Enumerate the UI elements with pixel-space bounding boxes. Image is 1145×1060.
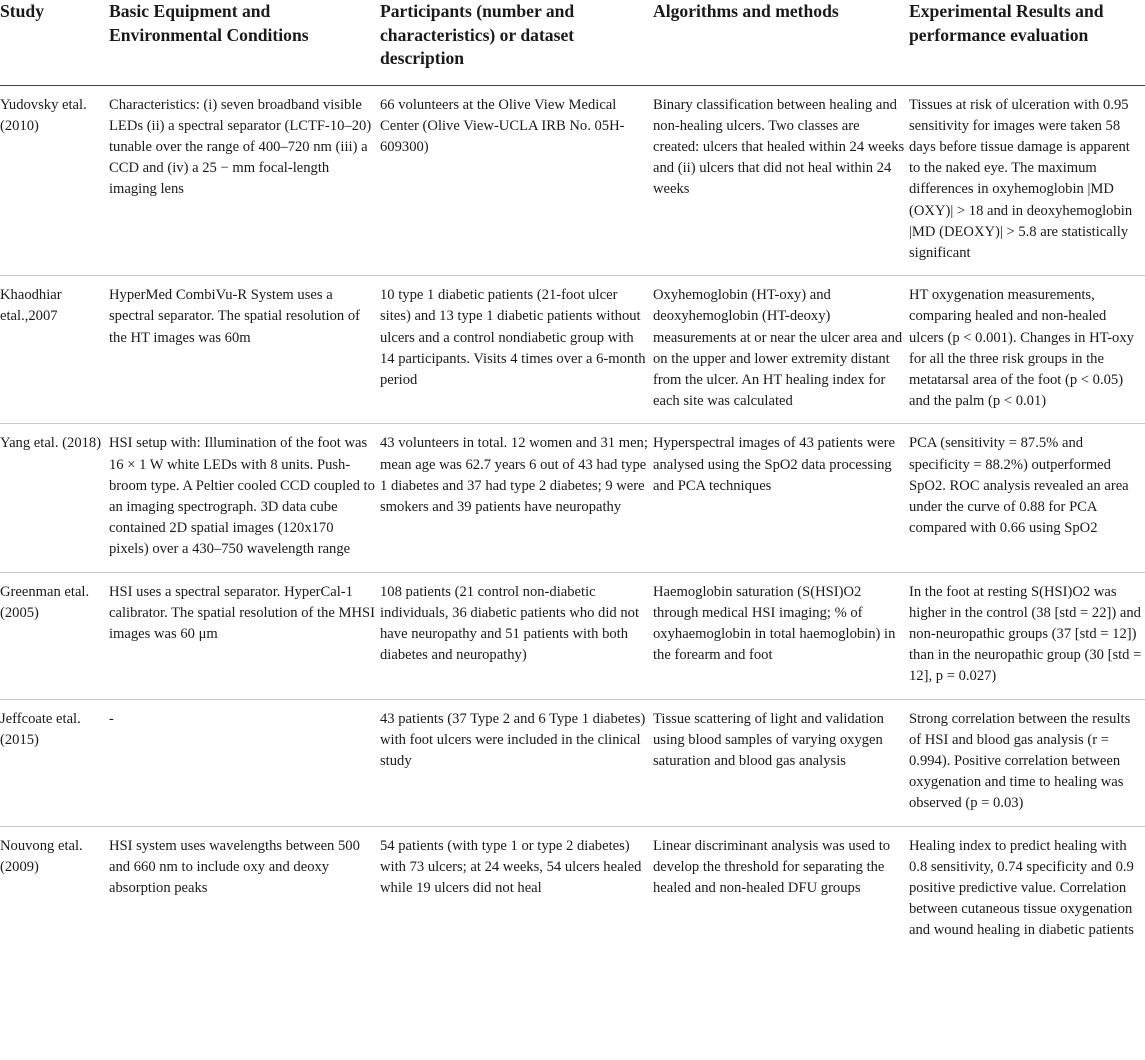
cell-equipment: HSI uses a spectral separator. HyperCal-1 calibrator. The spatial resolution of the MHSI images was 60 μm [107, 572, 378, 699]
cell-methods: Tissue scattering of light and validation using blood samples of varying oxygen saturation and blood gas analysis [651, 699, 907, 826]
cell-results: HT oxygenation measurements, comparing healed and non-healed ulcers (p < 0.001). Changes in HT-oxy for all the three risk groups in the metatarsal area of the foot (p < 0.05) and the palm (p < 0.01) [907, 276, 1145, 424]
cell-participants: 10 type 1 diabetic patients (21-foot ulcer sites) and 13 type 1 diabetic patients without ulcers and a control nondiabetic group with 14 participants. Visits 4 times over a 6-month period [378, 276, 651, 424]
cell-study: Yang etal. (2018) [0, 424, 107, 572]
cell-equipment: HyperMed CombiVu-R System uses a spectral separator. The spatial resolution of the HT images was 60m [107, 276, 378, 424]
cell-participants: 54 patients (with type 1 or type 2 diabetes) with 73 ulcers; at 24 weeks, 54 ulcers healed while 19 ulcers did not heal [380, 837, 642, 896]
cell-results: PCA (sensitivity = 87.5% and specificity = 88.2%) outperformed SpO2. ROC analysis revealed an area under the curve of 0.88 for PCA compared with 0.66 using SpO2 [907, 424, 1145, 572]
cell-participants: 66 volunteers at the Olive View Medical Center (Olive View-UCLA IRB No. 05H-609300) [378, 85, 651, 276]
cell-study: Yudovsky etal.(2010) [0, 85, 107, 276]
cell-study: Greenman etal. (2005) [0, 572, 107, 699]
cell-equipment: HSI system uses wavelengths between 500 and 660 nm to include oxy and deoxy absorption peaks [109, 837, 360, 896]
cell-equipment: Characteristics: (i) seven broadband visible LEDs (ii) a spectral separator (LCTF-10–20) tunable over the range of 400–720 nm (iii) a CCD and (iv) a 25 − mm focal-length imaging lens [107, 85, 378, 276]
table-header [0, 0, 1145, 85]
table-row [0, 572, 1145, 699]
header-methods: Algorithms and methods [651, 0, 907, 85]
header-row [0, 0, 1145, 85]
cell-methods: Oxyhemoglobin (HT-oxy) and deoxyhemoglobin (HT-deoxy) measurements at or near the ulcer area and on the upper and lower extremity distant from the ulcer. An HT healing index for each site was calculated [651, 276, 907, 424]
cell-study: Khaodhiar etal.,2007 [0, 276, 107, 424]
cell-participants: 108 patients (21 control non-diabetic individuals, 36 diabetic patients who did not have neuropathy and 51 patients with both diabetes and neuropathy) [378, 572, 651, 699]
cell-methods: Linear discriminant analysis was used to develop the threshold for separating the healed and non-healed DFU groups [653, 837, 891, 896]
cell-results: In the foot at resting S(HSI)O2 was higher in the control (38 [std = 22]) and non-neuropathic groups (37 [std = 12]) than in the neuropathic group (30 [std = 12], p = 0.027) [907, 572, 1145, 699]
header-participants: Participants (number and characteristics) or dataset description [378, 0, 651, 85]
table-row [0, 826, 1145, 953]
cell-methods: Binary classification between healing and non-healing ulcers. Two classes are created: ulcers that healed within 24 weeks and (ii) ulcers that did not heal within 24 weeks [651, 85, 907, 276]
cell-participants: 43 volunteers in total. 12 women and 31 men; mean age was 62.7 years 6 out of 43 had type 1 diabetes and 37 had type 2 diabetes; 9 were smokers and 39 patients have neuropathy [378, 424, 651, 572]
table-row [0, 85, 1145, 276]
cell-participants: 43 patients (37 Type 2 and 6 Type 1 diabetes) with foot ulcers were included in the clinical study [378, 699, 651, 826]
cell-study: Nouvong etal.(2009) [0, 837, 83, 875]
cell-methods: Haemoglobin saturation (S(HSI)O2 through medical HSI imaging; % of oxyhaemoglobin in total haemoglobin) in the forearm and foot [651, 572, 907, 699]
cell-results: Tissues at risk of ulceration with 0.95 sensitivity for images were taken 58 days before tissue damage is apparent to the naked eye. The maximum differences in oxyhemoglobin |MD (OXY)| > 18 and in deoxyhemoglobin |MD (DEOXY)| > 5.8 are statistically significant [907, 85, 1145, 276]
header-equipment: Basic Equipment and Environmental Conditions [107, 0, 378, 85]
cell-results: Healing index to predict healing with 0.8 sensitivity, 0.74 specificity and 0.9 positive predictive value. Correlation between cutaneous tissue oxygenation and wound healing in diabetic patients [909, 837, 1134, 939]
cell-study: Jeffcoate etal.(2015) [0, 699, 107, 826]
cell-results: Strong correlation between the results of HSI and blood gas analysis (r = 0.994). Positive correlation between oxygenation and time to healing was observed (p = 0.03) [907, 699, 1145, 826]
cell-equipment: - [107, 699, 378, 826]
cell-methods: Hyperspectral images of 43 patients were analysed using the SpO2 data processing and PCA techniques [651, 424, 907, 572]
table-row [0, 424, 1145, 572]
cell-equipment: HSI setup with: Illumination of the foot was 16 × 1 W white LEDs with 8 units. Push-broom type. A Peltier cooled CCD coupled to an imaging spectrograph. 3D data cube contained 2D spatial images (120x170 pixels) over a 430–750 wavelength range [107, 424, 378, 572]
table-row [0, 276, 1145, 424]
header-results: Experimental Results and performance evaluation [907, 0, 1145, 85]
table-row [0, 699, 1145, 826]
header-study: Study [0, 0, 107, 85]
table-body [0, 85, 1145, 953]
